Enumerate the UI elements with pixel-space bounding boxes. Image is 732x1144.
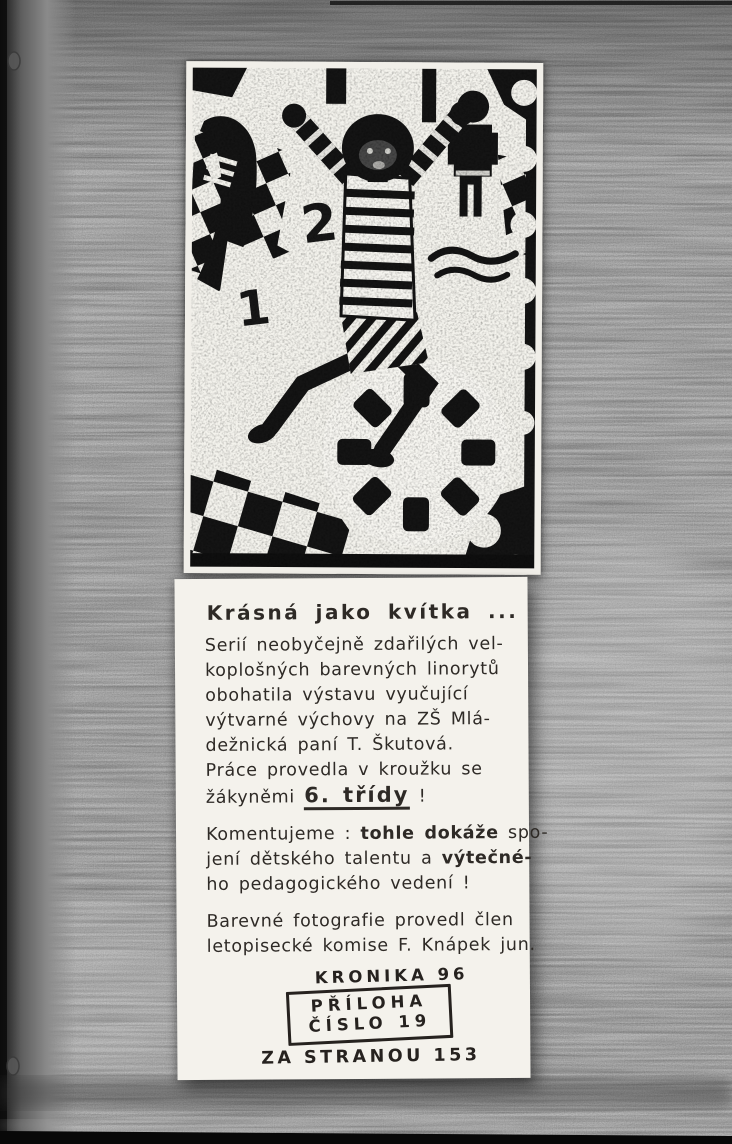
stamp-block bbox=[259, 964, 481, 1070]
bottom-light-strip bbox=[0, 1120, 520, 1130]
text-run: ! bbox=[409, 786, 427, 807]
card-text-line: Barevné fotografie provedl člen bbox=[206, 910, 514, 932]
card-paragraph-1 bbox=[205, 632, 507, 811]
card-text-line: koplošných barevných linorytů bbox=[204, 659, 500, 681]
card-text-line bbox=[205, 821, 549, 848]
linocut-photo bbox=[184, 61, 544, 575]
text-run: Komentujeme : bbox=[205, 823, 361, 845]
binding-hole bbox=[7, 1057, 19, 1075]
text-run: jení dětského talentu a bbox=[206, 848, 442, 870]
print-speckle bbox=[184, 61, 544, 575]
card-text-line: Serií neobyčejně zdařilých vel- bbox=[204, 634, 504, 656]
emphasized-text: výtečné- bbox=[441, 847, 533, 869]
note-card bbox=[174, 577, 549, 1080]
text-run: spo- bbox=[498, 822, 549, 844]
spine-edge bbox=[0, 0, 7, 1144]
top-edge-line bbox=[330, 1, 732, 5]
card-text-line: Práce provedla v kroužku se bbox=[205, 759, 483, 781]
stamp-za-stranou: ZA STRANOU 153 bbox=[260, 1045, 481, 1069]
emphasized-text: tohle dokáže bbox=[360, 823, 499, 844]
card-text-line: obohatila výstavu vyučující bbox=[205, 684, 469, 706]
underlined-class-name: 6. třídy bbox=[304, 783, 409, 811]
card-paragraph-3 bbox=[206, 908, 536, 960]
card-text-line: výtvarné výchovy na ZŠ Mlá- bbox=[205, 709, 491, 731]
card-paragraph-2 bbox=[205, 821, 549, 898]
card-text-line: ho pedagogického vedení ! bbox=[206, 873, 471, 895]
linocut-art bbox=[184, 61, 544, 575]
card-title: Krásná jako kvítka ... bbox=[206, 598, 519, 625]
card-text-line: dežnická paní T. Škutová. bbox=[205, 734, 454, 756]
stamp-cislo: ČÍSLO 19 bbox=[308, 1010, 432, 1036]
spine-shadow bbox=[0, 0, 76, 1144]
card-text-line bbox=[206, 846, 533, 873]
text-run: žákyněmi bbox=[205, 787, 305, 808]
stamp-priloha: PŘÍLOHA bbox=[310, 991, 428, 1016]
stamp-kronika: KRONIKA 96 bbox=[314, 964, 469, 988]
card-text-line: letopisecké komise F. Knápek jun. bbox=[206, 934, 536, 957]
binding-hole bbox=[8, 52, 20, 70]
stamp-box bbox=[286, 984, 453, 1046]
bottom-dark-streak bbox=[0, 1078, 732, 1108]
card-text-line bbox=[206, 782, 507, 811]
